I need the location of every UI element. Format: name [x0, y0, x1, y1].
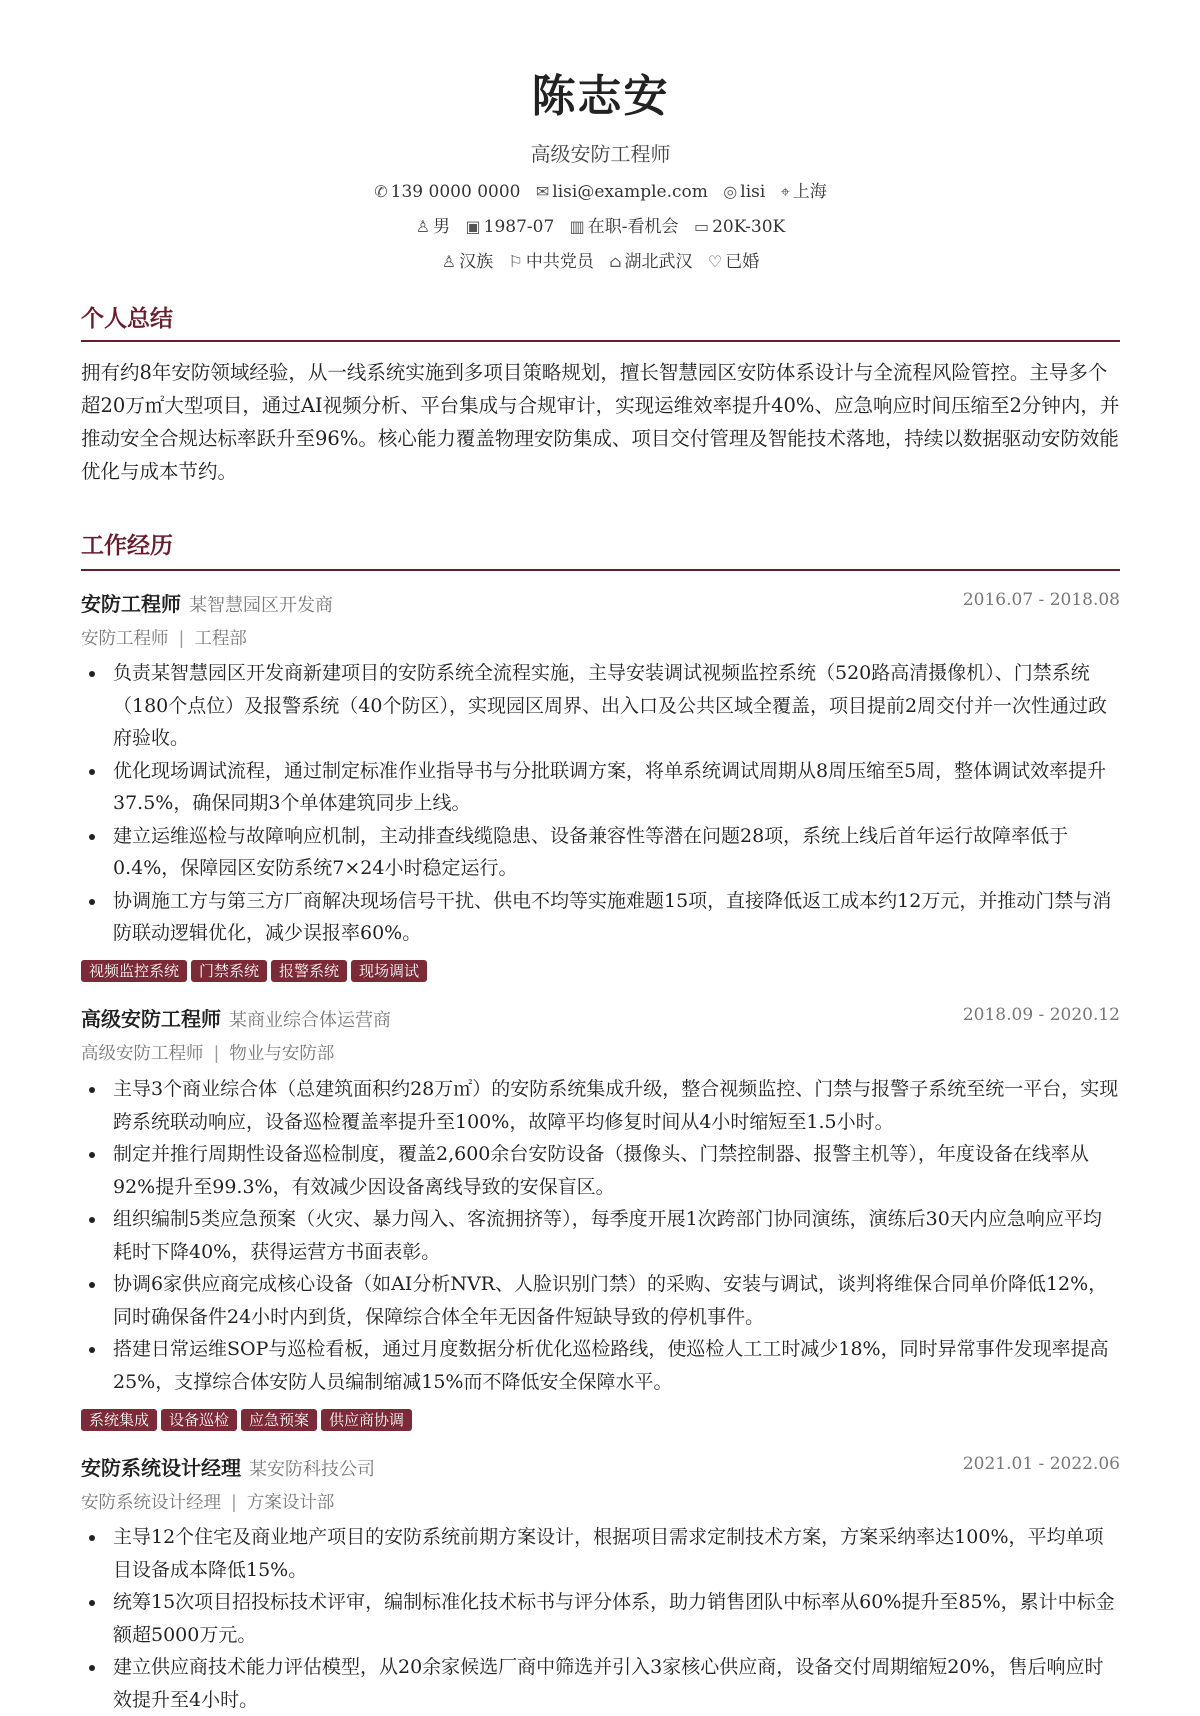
heart-icon: ♡ [707, 252, 723, 271]
job-department: 方案设计部 [246, 1493, 335, 1513]
hometown-text: 湖北武汉 [624, 252, 693, 272]
city-text: 上海 [792, 182, 827, 202]
background-row [81, 247, 1120, 272]
list-item: 组织编制5类应急预案（火灾、暴力闯入、客流拥挤等），每季度开展1次跨部门协同演练，演练后30天内应急响应平均耗时下降40%，获得运营方书面表彰。 [113, 1203, 1120, 1268]
job-position: 安防工程师 [81, 629, 169, 649]
money-icon: ▭ [693, 217, 710, 236]
list-item: 制定并推行周期性设备巡检制度，覆盖2,600余台安防设备（摄像头、门禁控制器、报警主机等），年度设备在线率从92%提升至99.3%，有效减少因设备离线导致的安保盲区。 [113, 1138, 1120, 1203]
job-date: 2018.09 - 2020.12 [962, 1005, 1120, 1025]
birth-item [466, 217, 555, 237]
job-header [81, 1452, 1120, 1482]
job-department: 物业与安防部 [229, 1044, 335, 1064]
wechat-icon: ◎ [723, 182, 738, 201]
job-department: 工程部 [194, 629, 247, 649]
phone-text: 139 0000 0000 [390, 182, 521, 202]
separator: | [178, 629, 185, 649]
job-subtitle [81, 1040, 334, 1065]
list-item: 统筹15次项目招投标技术评审，编制标准化技术标书与评分体系，助力销售团队中标率从60%提升至85%，累计中标金额超5000万元。 [113, 1586, 1120, 1651]
list-item: 建立供应商技术能力评估模型，从20余家候选厂商中筛选并引入3家核心供应商，设备交付周期缩短20%，售后响应时效提升至4小时。 [113, 1651, 1120, 1716]
birth-text: 1987-07 [483, 217, 555, 237]
salary-text: 20K-30K [712, 217, 786, 237]
list-item: 搭建日常运维SOP与巡检看板，通过月度数据分析优化巡检路线，使巡检人工工时减少18%，同时异常事件发现率提高25%，支撑综合体安防人员编制缩减15%而不降低安全保障水平。 [113, 1333, 1120, 1398]
summary-heading: 个人总结 [81, 305, 173, 332]
email-item [536, 182, 708, 202]
job-subtitle [81, 1489, 334, 1514]
marital-item [708, 247, 759, 272]
phone-icon: ✆ [374, 182, 388, 201]
job-date: 2016.07 - 2018.08 [962, 590, 1120, 610]
ethnicity-text: 汉族 [459, 252, 494, 272]
summary-text: 拥有约8年安防领域经验，从一线系统实施到多项目策略规划，擅长智慧园区安防体系设计与全流程风险管控。主导多个超20万㎡大型项目，通过AI视频分析、平台集成与合规审计，实现运维效率提升40%、应急响应时间压缩至2分钟内，并推动安全合规达标率跃升至96%。核心能力覆盖物理安防集成、项目交付管理及智能技术落地，持续以数据驱动安防效能优化与成本节约。 [81, 361, 1120, 483]
skill-tags [81, 1409, 416, 1431]
job-header [81, 1003, 1120, 1033]
list-item: 负责某智慧园区开发商新建项目的安防系统全流程实施，主导安装调试视频监控系统（520路高清摄像机）、门禁系统（180个点位）及报警系统（40个防区），实现园区周界、出入口及公共区域全覆盖，项目提前2周交付并一次性通过政府验收。 [113, 657, 1120, 755]
skill-tags [81, 960, 431, 982]
job-title: 安防系统设计经理 [81, 1456, 241, 1480]
mail-icon: ✉ [535, 182, 550, 201]
personal-row [81, 212, 1120, 237]
person-icon: ♙ [415, 217, 431, 236]
job-bullets [81, 1521, 1120, 1716]
separator: | [231, 1493, 237, 1513]
ethnicity-item [442, 247, 493, 272]
job-title: 高级安防工程师 [81, 1007, 221, 1031]
city-item [781, 177, 827, 202]
job-subtitle [81, 625, 247, 650]
gender-item [416, 212, 450, 237]
list-item: 优化现场调试流程，通过制定标准作业指导书与分批联调方案，将单系统调试周期从8周压缩至5周，整体调试效率提升37.5%，确保同期3个单体建筑同步上线。 [113, 755, 1120, 820]
job-date: 2021.01 - 2022.06 [962, 1454, 1120, 1474]
candidate-name: 陈志安 [531, 71, 670, 122]
job-header [81, 588, 1120, 618]
skill-tag: 现场调试 [351, 960, 427, 982]
job-bullets [81, 1073, 1120, 1398]
skill-tag: 门禁系统 [191, 960, 267, 982]
salary-item [694, 217, 785, 237]
experience-heading: 工作经历 [81, 532, 173, 559]
marital-text: 已婚 [725, 252, 760, 272]
location-pin-icon: ⌖ [780, 182, 790, 201]
list-item: 协调施工方与第三方厂商解决现场信号干扰、供电不均等实施难题15项，直接降低返工成本约12万元，并推动门禁与消防联动逻辑优化，减少误报率60%。 [113, 885, 1120, 950]
flag-icon: ⚐ [508, 252, 523, 271]
calendar-icon: ▣ [465, 217, 481, 236]
wechat-text: lisi [740, 182, 766, 202]
skill-tag: 供应商协调 [321, 1409, 412, 1431]
skill-tag: 系统集成 [81, 1409, 157, 1431]
list-item: 主导12个住宅及商业地产项目的安防系统前期方案设计，根据项目需求定制技术方案，方案采纳率达100%，平均单项目设备成本降低15%。 [113, 1521, 1120, 1586]
gender-text: 男 [433, 217, 451, 237]
contact-row [81, 177, 1120, 202]
home-icon: ⌂ [609, 252, 622, 271]
skill-tag: 视频监控系统 [81, 960, 187, 982]
briefcase-icon: ▥ [569, 217, 585, 236]
list-item: 建立运维巡检与故障响应机制，主动排查线缆隐患、设备兼容性等潜在问题28项，系统上线后首年运行故障率低于0.4%，保障园区安防系统7×24小时稳定运行。 [113, 820, 1120, 885]
politics-item [509, 247, 594, 272]
politics-text: 中共党员 [525, 252, 594, 272]
candidate-role: 高级安防工程师 [530, 142, 671, 166]
company-name: 某智慧园区开发商 [189, 595, 333, 616]
job-position: 安防系统设计经理 [81, 1493, 221, 1513]
wechat-item [723, 182, 765, 202]
summary-divider [81, 340, 1120, 342]
job-position: 高级安防工程师 [81, 1044, 204, 1064]
separator: | [213, 1044, 220, 1064]
job-bullets [81, 657, 1120, 950]
email-text: lisi@example.com [552, 182, 708, 202]
hometown-item [609, 247, 692, 272]
experience-divider [81, 569, 1120, 571]
list-item: 主导3个商业综合体（总建筑面积约28万㎡）的安防系统集成升级，整合视频监控、门禁与报警子系统至统一平台，实现跨系统联动响应，设备巡检覆盖率提升至100%，故障平均修复时间从4小时缩短至1.5小时。 [113, 1073, 1120, 1138]
company-name: 某安防科技公司 [249, 1459, 375, 1480]
skill-tag: 报警系统 [271, 960, 347, 982]
job-title: 安防工程师 [81, 592, 181, 616]
company-name: 某商业综合体运营商 [229, 1010, 391, 1031]
status-text: 在职-看机会 [587, 217, 679, 237]
phone-item [374, 182, 520, 202]
skill-tag: 设备巡检 [161, 1409, 237, 1431]
people-icon: ♙ [441, 252, 457, 271]
skill-tag: 应急预案 [241, 1409, 317, 1431]
status-item [570, 212, 679, 237]
list-item: 协调6家供应商完成核心设备（如AI分析NVR、人脸识别门禁）的采购、安装与调试，谈判将维保合同单价降低12%，同时确保备件24小时内到货，保障综合体全年无因备件短缺导致的停机事件。 [113, 1268, 1120, 1333]
